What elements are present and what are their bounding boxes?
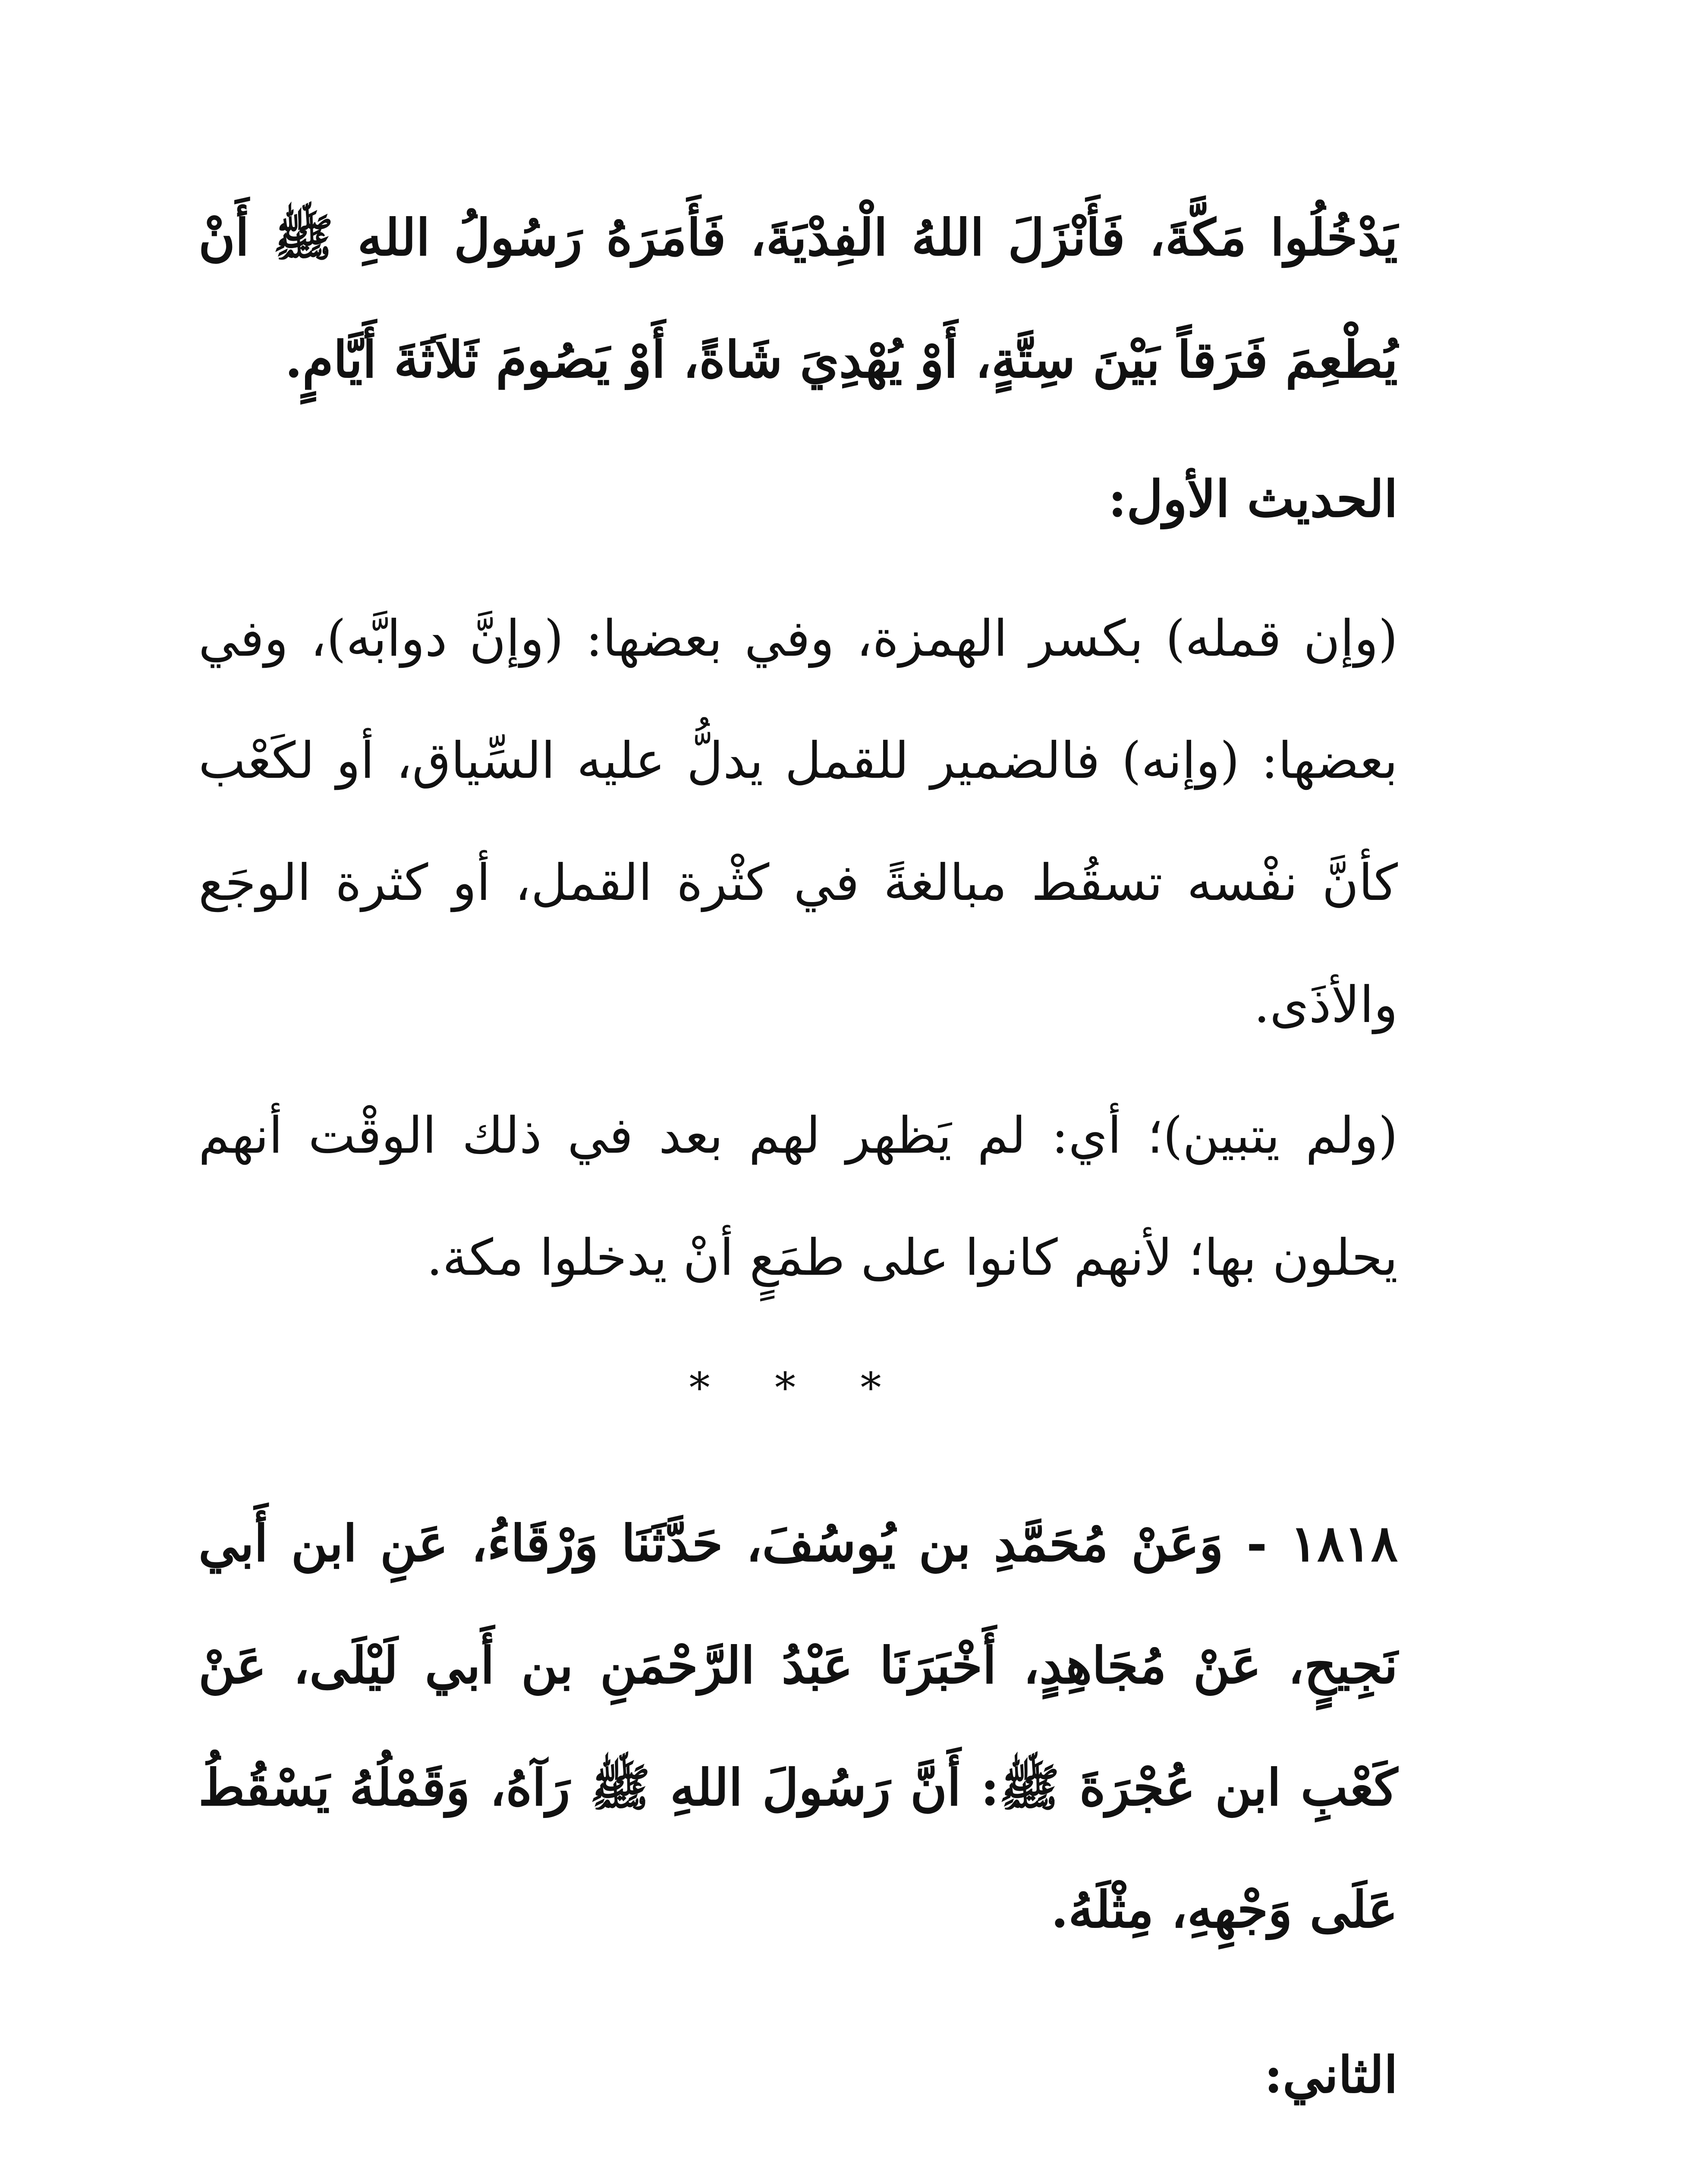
commentary-paragraph: (وإن قمله) بكسر الهمزة، وفي بعضها: (وإنَّ دوابَّه)، وفي بعضها: (وإنه) فالضمير للقمل يدلُّ عليه السِّياق، أو لكَعْب كأنَّ نفْسه تسقُط مبالغةً في كثْرة القمل، أو كثرة الوجَع والأذَى.	[198, 610, 1398, 1034]
hadith-1818-text: ١٨١٨ - وَعَنْ مُحَمَّدِ بن يُوسُفَ، حَدَّثَنَا وَرْقَاءُ، عَنِ ابن أَبي نَجِيحٍ، عَنْ مُجَاهِدٍ، أَخْبَرَنَا عَبْدُ الرَّحْمَنِ بن أَبي لَيْلَى، عَنْ كَعْبِ ابن عُجْرَةَ ﷺ: أَنَّ رَسُولَ اللهِ ﷺ رَآهُ، وَقَمْلُهُ يَسْقُطُ عَلَى وَجْهِهِ، مِثْلَهُ.	[198, 1514, 1398, 1939]
section-separator: * * *	[689, 1364, 907, 1412]
second-hadith-heading: الثاني:	[1264, 2046, 1398, 2104]
second-commentary	[198, 2145, 1398, 2157]
opening-hadith-text: يَدْخُلُوا مَكَّةَ، فَأَنْزَلَ اللهُ الْفِدْيَةَ، فَأَمَرَهُ رَسُولُ اللهِ ﷺ أَنْ يُطْعِمَ فَرَقاً بَيْنَ سِتَّةٍ، أَوْ يُهْدِيَ شَاةً، أَوْ يَصُومَ ثَلاَثَةَ أَيَّامٍ.	[198, 208, 1398, 389]
page-body	[198, 177, 1398, 2157]
first-hadith-heading: الحديث الأول:	[1108, 470, 1398, 528]
commentary-paragraph: (ولم يتبين)؛ أي: لم يَظهر لهم بعد في ذلك الوقْت أنهم يحلون بها؛ لأنهم كانوا على طمَعٍ أنْ يدخلوا مكة.	[198, 1107, 1398, 1287]
